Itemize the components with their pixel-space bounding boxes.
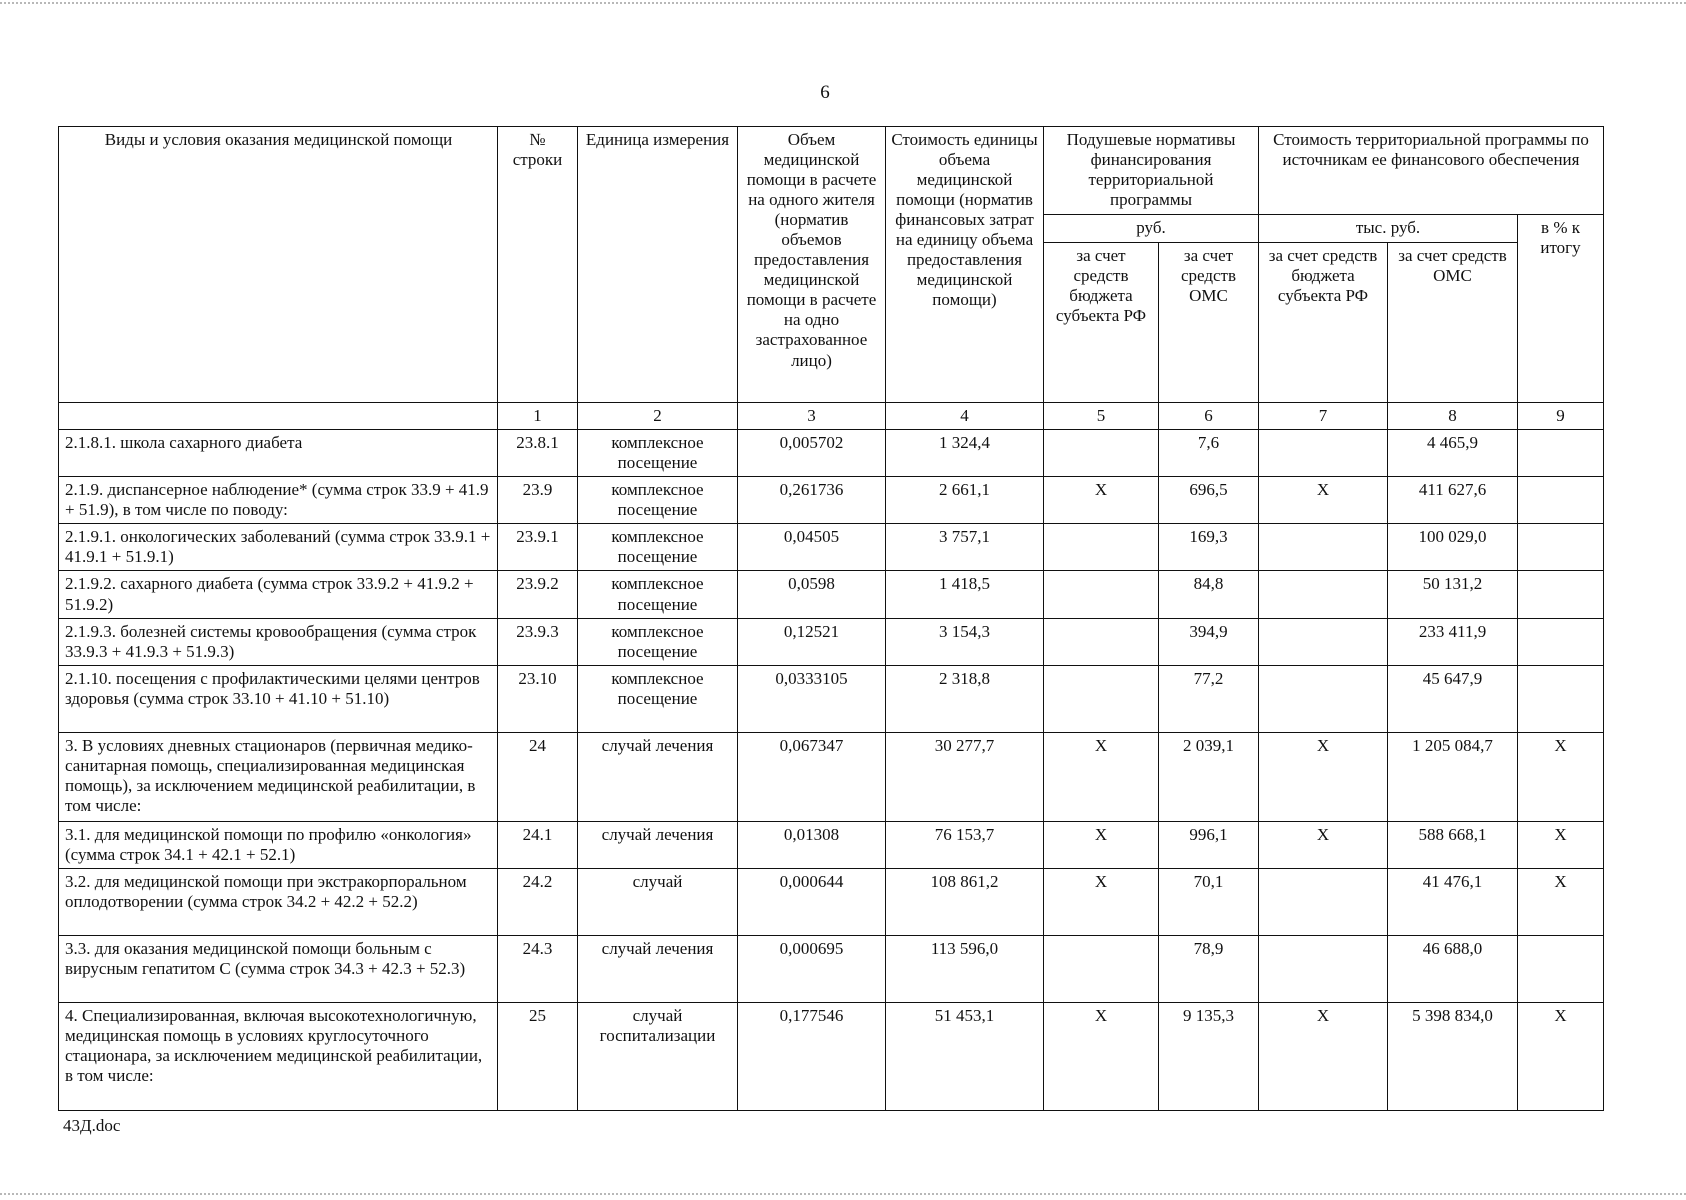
row-number: 24.2 xyxy=(498,868,578,935)
column-number: 5 xyxy=(1044,403,1159,430)
column-number: 7 xyxy=(1259,403,1388,430)
row-col5 xyxy=(1044,618,1159,665)
column-number: 4 xyxy=(886,403,1044,430)
row-unit: комплексное посещение xyxy=(578,571,738,618)
row-number: 23.9.3 xyxy=(498,618,578,665)
row-unit: случай xyxy=(578,868,738,935)
row-cost: 2 318,8 xyxy=(886,665,1044,732)
row-col5 xyxy=(1044,571,1159,618)
row-name: 2.1.9.2. сахарного диабета (сумма строк 33.9.2 + 41.9.2 + 51.9.2) xyxy=(59,571,498,618)
row-col6: 996,1 xyxy=(1159,821,1259,868)
row-col9 xyxy=(1518,477,1604,524)
table-row xyxy=(59,868,1604,935)
row-name: 3. В условиях дневных стационаров (первичная медико-санитарная помощь, специализированная медицинская помощь), за исключением медицинской реабилитации, в том числе: xyxy=(59,732,498,821)
row-col7 xyxy=(1259,935,1388,1002)
row-cost: 1 324,4 xyxy=(886,430,1044,477)
row-col8: 50 131,2 xyxy=(1388,571,1518,618)
row-volume: 0,000695 xyxy=(738,935,886,1002)
row-cost: 1 418,5 xyxy=(886,571,1044,618)
row-unit: комплексное посещение xyxy=(578,477,738,524)
row-col5: Х xyxy=(1044,477,1159,524)
column-number: 6 xyxy=(1159,403,1259,430)
row-volume: 0,000644 xyxy=(738,868,886,935)
header-sub-oms: за счет средств ОМС xyxy=(1159,243,1259,403)
row-col9: Х xyxy=(1518,1002,1604,1110)
header-sub-budget-2: за счет средств бюджета субъекта РФ xyxy=(1259,243,1388,403)
row-col5 xyxy=(1044,665,1159,732)
row-col9: Х xyxy=(1518,732,1604,821)
column-number-row xyxy=(59,403,1604,430)
row-col5 xyxy=(1044,430,1159,477)
row-col6: 696,5 xyxy=(1159,477,1259,524)
row-col8: 4 465,9 xyxy=(1388,430,1518,477)
row-volume: 0,005702 xyxy=(738,430,886,477)
row-unit: случай госпитализации xyxy=(578,1002,738,1110)
row-number: 23.9.2 xyxy=(498,571,578,618)
row-col6: 394,9 xyxy=(1159,618,1259,665)
header-sub-budget: за счет средств бюджета субъекта РФ xyxy=(1044,243,1159,403)
row-cost: 3 757,1 xyxy=(886,524,1044,571)
table-row xyxy=(59,935,1604,1002)
header-row-1 xyxy=(59,127,1604,215)
row-col8: 588 668,1 xyxy=(1388,821,1518,868)
row-name: 3.3. для оказания медицинской помощи больным с вирусным гепатитом С (сумма строк 34.3 + 42.3 + 52.3) xyxy=(59,935,498,1002)
header-cost-unit: Стоимость единицы объема медицинской помощи (норматив финансовых затрат на единицу объема предоставления медицинской помощи) xyxy=(886,127,1044,403)
column-number: 2 xyxy=(578,403,738,430)
row-number: 25 xyxy=(498,1002,578,1110)
header-type: Виды и условия оказания медицинской помощи xyxy=(59,127,498,403)
row-volume: 0,0598 xyxy=(738,571,886,618)
row-col5 xyxy=(1044,524,1159,571)
row-col5: Х xyxy=(1044,868,1159,935)
table-row xyxy=(59,1002,1604,1110)
header-percent-total: в % к итогу xyxy=(1518,215,1604,403)
row-unit: случай лечения xyxy=(578,935,738,1002)
row-col9: Х xyxy=(1518,868,1604,935)
row-col9 xyxy=(1518,524,1604,571)
header-sub-oms-2: за счет средств ОМС xyxy=(1388,243,1518,403)
column-number: 3 xyxy=(738,403,886,430)
row-volume: 0,0333105 xyxy=(738,665,886,732)
row-col7 xyxy=(1259,524,1388,571)
row-volume: 0,261736 xyxy=(738,477,886,524)
row-col9 xyxy=(1518,430,1604,477)
row-col6: 70,1 xyxy=(1159,868,1259,935)
row-name: 4. Специализированная, включая высокотехнологичную, медицинская помощь в условиях круглосуточного стационара, за исключением медицинской реабилитации, в том числе: xyxy=(59,1002,498,1110)
row-col7 xyxy=(1259,430,1388,477)
row-cost: 2 661,1 xyxy=(886,477,1044,524)
scan-edge-bottom xyxy=(0,1193,1686,1195)
row-col8: 411 627,6 xyxy=(1388,477,1518,524)
header-unit: Единица измерения xyxy=(578,127,738,403)
row-volume: 0,12521 xyxy=(738,618,886,665)
row-col6: 7,6 xyxy=(1159,430,1259,477)
row-number: 23.9 xyxy=(498,477,578,524)
row-col5: Х xyxy=(1044,732,1159,821)
row-volume: 0,04505 xyxy=(738,524,886,571)
row-name: 2.1.8.1. школа сахарного диабета xyxy=(59,430,498,477)
row-col8: 46 688,0 xyxy=(1388,935,1518,1002)
row-unit: комплексное посещение xyxy=(578,618,738,665)
row-col7: Х xyxy=(1259,732,1388,821)
table-row xyxy=(59,821,1604,868)
row-col8: 233 411,9 xyxy=(1388,618,1518,665)
table-row xyxy=(59,665,1604,732)
row-number: 23.8.1 xyxy=(498,430,578,477)
row-cost: 3 154,3 xyxy=(886,618,1044,665)
row-number: 24.3 xyxy=(498,935,578,1002)
row-name: 2.1.9.1. онкологических заболеваний (сумма строк 33.9.1 + 41.9.1 + 51.9.1) xyxy=(59,524,498,571)
row-col7 xyxy=(1259,618,1388,665)
column-number: 8 xyxy=(1388,403,1518,430)
row-cost: 108 861,2 xyxy=(886,868,1044,935)
table-row xyxy=(59,524,1604,571)
row-cost: 113 596,0 xyxy=(886,935,1044,1002)
scan-edge-top xyxy=(0,2,1686,4)
row-col7 xyxy=(1259,571,1388,618)
row-col8: 45 647,9 xyxy=(1388,665,1518,732)
row-col7: Х xyxy=(1259,1002,1388,1110)
row-col7 xyxy=(1259,665,1388,732)
row-col6: 9 135,3 xyxy=(1159,1002,1259,1110)
row-col9 xyxy=(1518,935,1604,1002)
row-col9 xyxy=(1518,618,1604,665)
row-col6: 78,9 xyxy=(1159,935,1259,1002)
row-name: 3.2. для медицинской помощи при экстракорпоральном оплодотворении (сумма строк 34.2 + 42.2 + 52.2) xyxy=(59,868,498,935)
row-col8: 5 398 834,0 xyxy=(1388,1002,1518,1110)
row-name: 2.1.10. посещения с профилактическими целями центров здоровья (сумма строк 33.10 + 41.10 + 51.10) xyxy=(59,665,498,732)
row-volume: 0,01308 xyxy=(738,821,886,868)
row-col7: Х xyxy=(1259,477,1388,524)
row-cost: 76 153,7 xyxy=(886,821,1044,868)
row-col6: 84,8 xyxy=(1159,571,1259,618)
column-number: 9 xyxy=(1518,403,1604,430)
row-volume: 0,177546 xyxy=(738,1002,886,1110)
row-name: 2.1.9. диспансерное наблюдение* (сумма строк 33.9 + 41.9 + 51.9), в том числе по поводу: xyxy=(59,477,498,524)
header-volume: Объем медицинской помощи в расчете на одного жителя (норматив объемов предоставления медицинской помощи в расчете на одно застрахованное лицо) xyxy=(738,127,886,403)
header-percapita-group: Подушевые нормативы финансирования территориальной программы xyxy=(1044,127,1259,215)
row-col8: 1 205 084,7 xyxy=(1388,732,1518,821)
header-row-no: № строки xyxy=(498,127,578,403)
table-row xyxy=(59,430,1604,477)
table-row xyxy=(59,732,1604,821)
row-col5 xyxy=(1044,935,1159,1002)
column-number xyxy=(59,403,498,430)
row-cost: 30 277,7 xyxy=(886,732,1044,821)
table-row xyxy=(59,477,1604,524)
financing-table xyxy=(58,126,1604,1111)
row-number: 23.10 xyxy=(498,665,578,732)
row-col7: Х xyxy=(1259,821,1388,868)
row-col6: 169,3 xyxy=(1159,524,1259,571)
row-name: 3.1. для медицинской помощи по профилю «онкология» (сумма строк 34.1 + 42.1 + 52.1) xyxy=(59,821,498,868)
row-unit: комплексное посещение xyxy=(578,665,738,732)
row-number: 24.1 xyxy=(498,821,578,868)
row-col9: Х xyxy=(1518,821,1604,868)
row-col8: 41 476,1 xyxy=(1388,868,1518,935)
row-volume: 0,067347 xyxy=(738,732,886,821)
row-col6: 77,2 xyxy=(1159,665,1259,732)
header-rub: руб. xyxy=(1044,215,1259,243)
row-col7 xyxy=(1259,868,1388,935)
row-col6: 2 039,1 xyxy=(1159,732,1259,821)
row-cost: 51 453,1 xyxy=(886,1002,1044,1110)
row-col5: Х xyxy=(1044,821,1159,868)
row-unit: комплексное посещение xyxy=(578,524,738,571)
row-col9 xyxy=(1518,665,1604,732)
row-col9 xyxy=(1518,571,1604,618)
row-col8: 100 029,0 xyxy=(1388,524,1518,571)
row-name: 2.1.9.3. болезней системы кровообращения (сумма строк 33.9.3 + 41.9.3 + 51.9.3) xyxy=(59,618,498,665)
row-col5: Х xyxy=(1044,1002,1159,1110)
column-number: 1 xyxy=(498,403,578,430)
table-row xyxy=(59,571,1604,618)
row-number: 24 xyxy=(498,732,578,821)
header-thous-rub: тыс. руб. xyxy=(1259,215,1518,243)
table-row xyxy=(59,618,1604,665)
page-number: 6 xyxy=(820,82,830,103)
row-number: 23.9.1 xyxy=(498,524,578,571)
footer-filename: 43Д.doc xyxy=(63,1116,121,1135)
row-unit: случай лечения xyxy=(578,732,738,821)
header-program-cost-group: Стоимость территориальной программы по источникам ее финансового обеспечения xyxy=(1259,127,1604,215)
row-unit: комплексное посещение xyxy=(578,430,738,477)
row-unit: случай лечения xyxy=(578,821,738,868)
